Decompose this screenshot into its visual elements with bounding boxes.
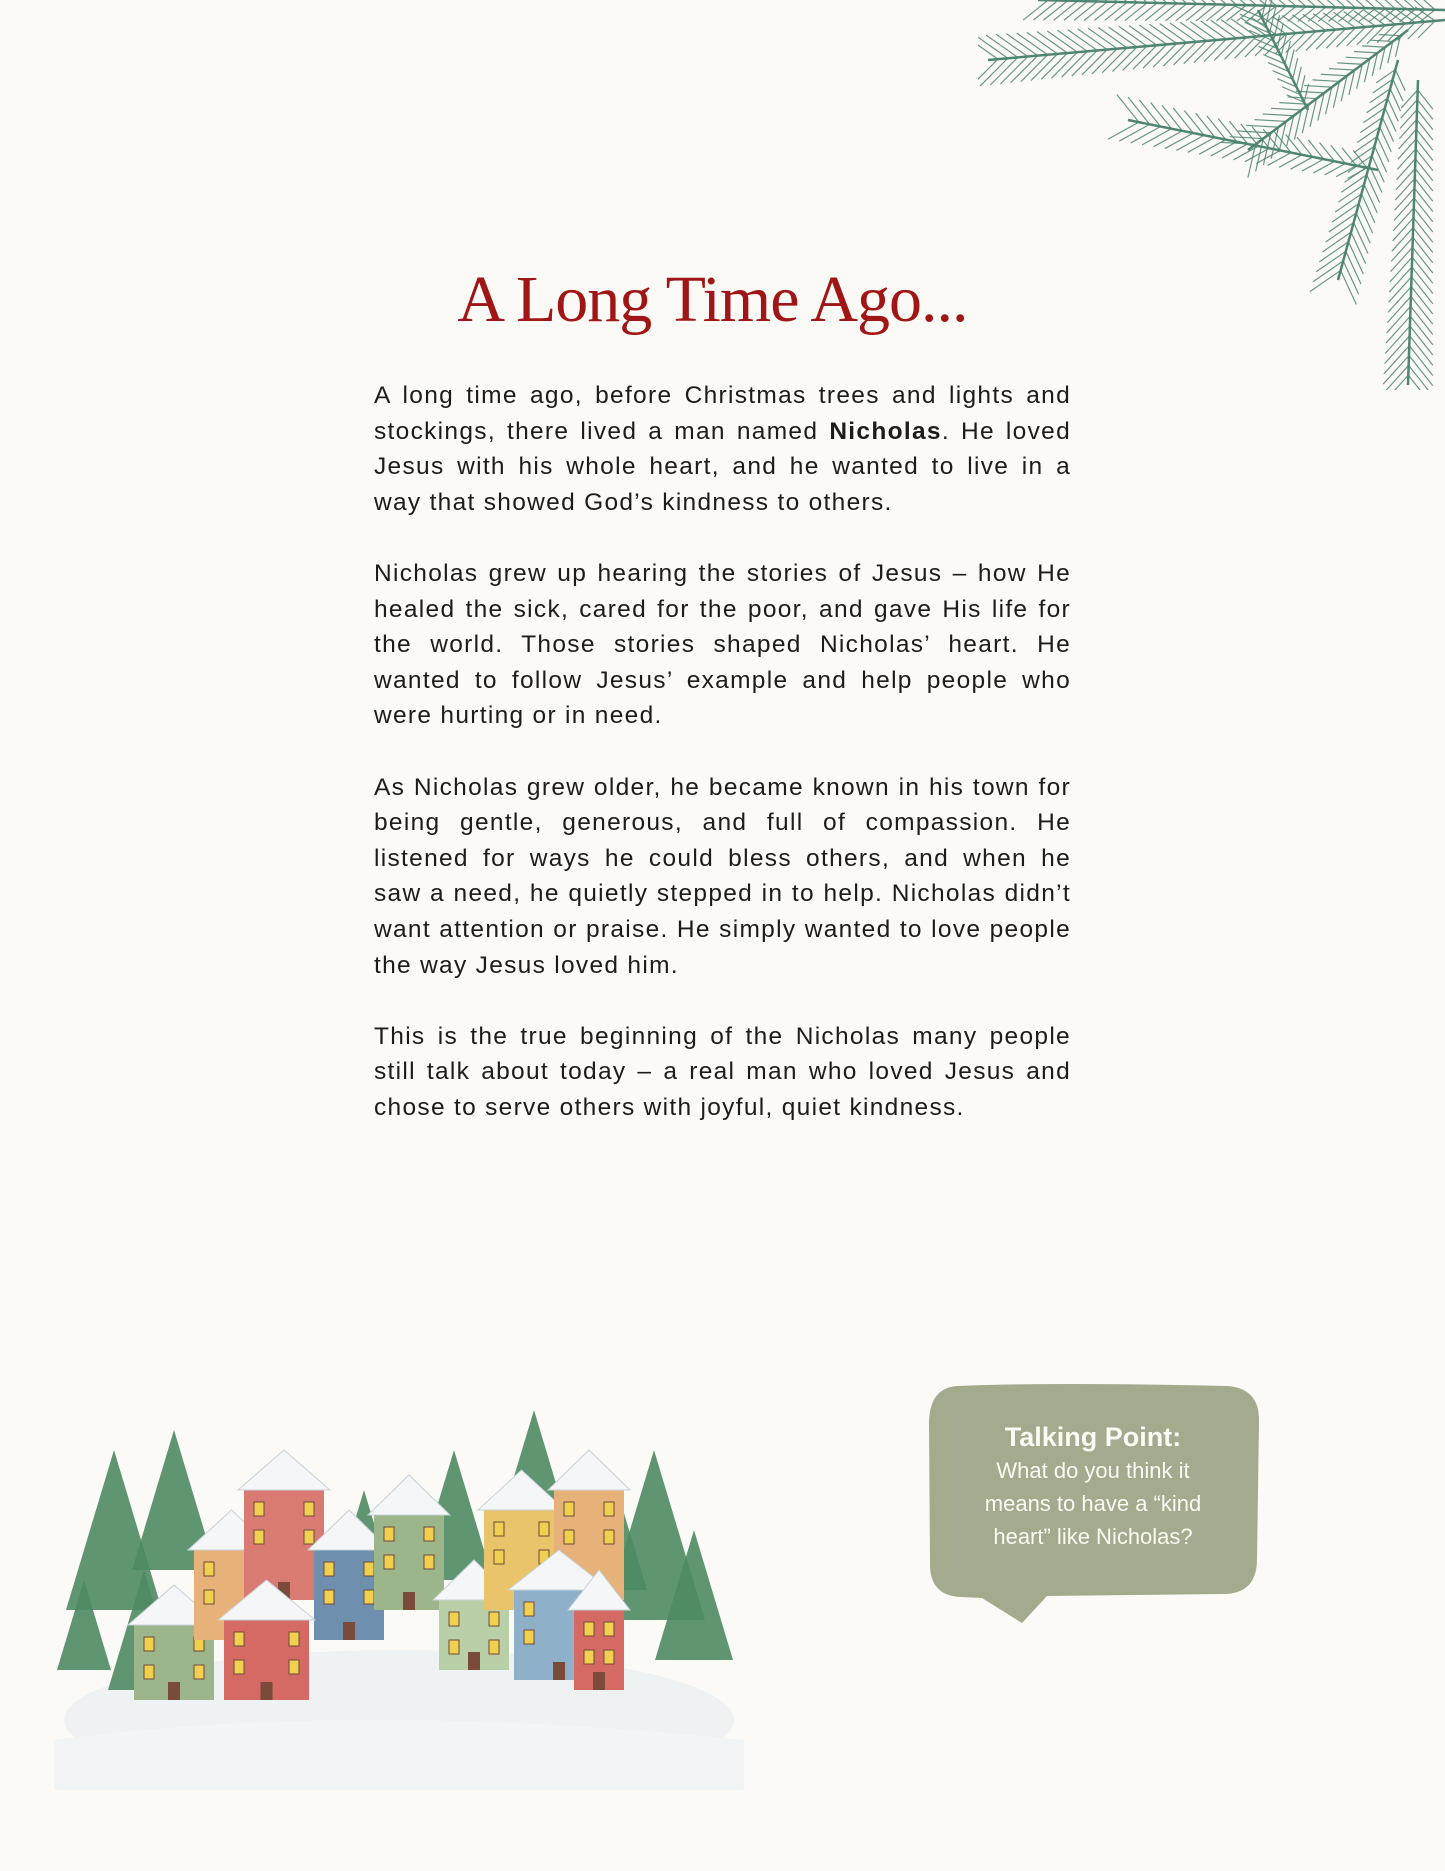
paragraph-2: Nicholas grew up hearing the stories of Jesus – how He healed the sick, cared for the poor, and gave His life for the world. Those stories shaped Nicholas’ heart. He wanted to follow Jesus’ example and help people who were hurting or in need. xyxy=(374,559,1071,730)
paragraph-1 xyxy=(374,378,1071,520)
talking-point-question: What do you think it means to have a “kind heart” like Nicholas? xyxy=(984,1458,1202,1549)
talking-point-title: Talking Point: xyxy=(1004,1422,1182,1452)
paragraph-4: This is the true beginning of the Nicholas many people still talk about today – a real man who loved Jesus and chose to serve others with joyful, quiet kindness. xyxy=(374,1022,1071,1121)
winter-village-illustration xyxy=(54,1340,754,1790)
paragraph-1-text-end: . He loved Jesus with his whole heart, and he wanted to live in a way that showed God’s kindness to others. xyxy=(374,417,1072,516)
name-highlight: Nicholas xyxy=(829,417,942,445)
paragraph-3: As Nicholas grew older, he became known in his town for being gentle, generous, and full of compassion. He listened for ways he could bless others, and when he saw a need, he quietly stepped in to help. Nicholas didn’t want attention or praise. He simply wanted to love people the way Jesus loved him. xyxy=(374,773,1071,979)
paragraph-1-text: A long time ago, before Christmas trees and lights and stockings, there lived a man named xyxy=(374,382,1071,445)
talking-point-bubble xyxy=(927,1384,1259,1596)
story-text xyxy=(374,378,1071,1161)
page-title: A Long Time Ago... xyxy=(457,263,968,336)
